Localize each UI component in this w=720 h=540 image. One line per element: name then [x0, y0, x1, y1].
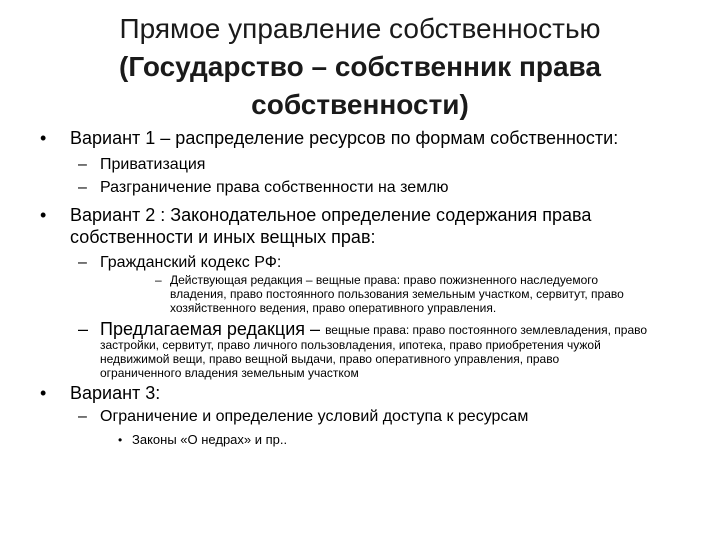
variant-2-line-2: собственности и иных вещных прав:: [70, 227, 376, 247]
current-edition-line-3: хозяйственного ведения, право оперативного управления.: [170, 301, 497, 315]
title-line-3: собственности): [251, 89, 469, 120]
current-edition-line-1: Действующая редакция – вещные права: право пожизненного наследуемого: [170, 273, 599, 287]
bullet-dot: •: [40, 383, 47, 403]
proposed-edition-row: [100, 318, 647, 340]
bullet-dot: •: [118, 433, 123, 447]
proposed-edition-heading: Предлагаемая редакция –: [100, 319, 321, 339]
dash-bullet: –: [78, 408, 87, 425]
current-edition-line-2: владения, право постоянного пользования земельным участком, сервитут, право: [170, 287, 624, 301]
dash-bullet: –: [78, 179, 87, 196]
variant-1-sub-1: Приватизация: [100, 156, 206, 173]
title-line-2: (Государство – собственник права: [119, 51, 601, 82]
bullet-dot: •: [40, 205, 47, 225]
slide-title: [60, 10, 660, 124]
dash-bullet: –: [78, 156, 87, 173]
variant-3-detail: Законы «О недрах» и пр..: [132, 432, 288, 447]
title-line-1: Прямое управление собственностью: [119, 13, 601, 44]
variant-1-sub-2: Разграничение права собственности на землю: [100, 179, 449, 196]
variant-3: Вариант 3:: [70, 383, 161, 403]
variant-2-line-1: Вариант 2 : Законодательное определение содержания права: [70, 205, 592, 225]
proposed-edition-line-3: недвижимой вещи, право вещной выдачи, право оперативного управления, право: [100, 352, 560, 366]
proposed-edition-line-2: застройки, сервитут, право личного пользовладения, ипотека, право приобретения чужой: [100, 338, 601, 352]
variant-1: Вариант 1 – распределение ресурсов по формам собственности:: [70, 128, 619, 148]
dash-bullet: –: [155, 273, 162, 287]
proposed-edition-line-1: вещные права: право постоянного землевладения, право: [325, 323, 648, 337]
variant-3-sub-1: Ограничение и определение условий доступа к ресурсам: [100, 408, 529, 425]
bullet-dot: •: [40, 128, 47, 148]
dash-bullet: –: [78, 319, 89, 339]
dash-bullet: –: [78, 254, 87, 271]
proposed-edition-line-4: ограниченного владения земельным участком: [100, 366, 359, 380]
variant-2-sub-1: Гражданский кодекс РФ:: [100, 254, 282, 271]
